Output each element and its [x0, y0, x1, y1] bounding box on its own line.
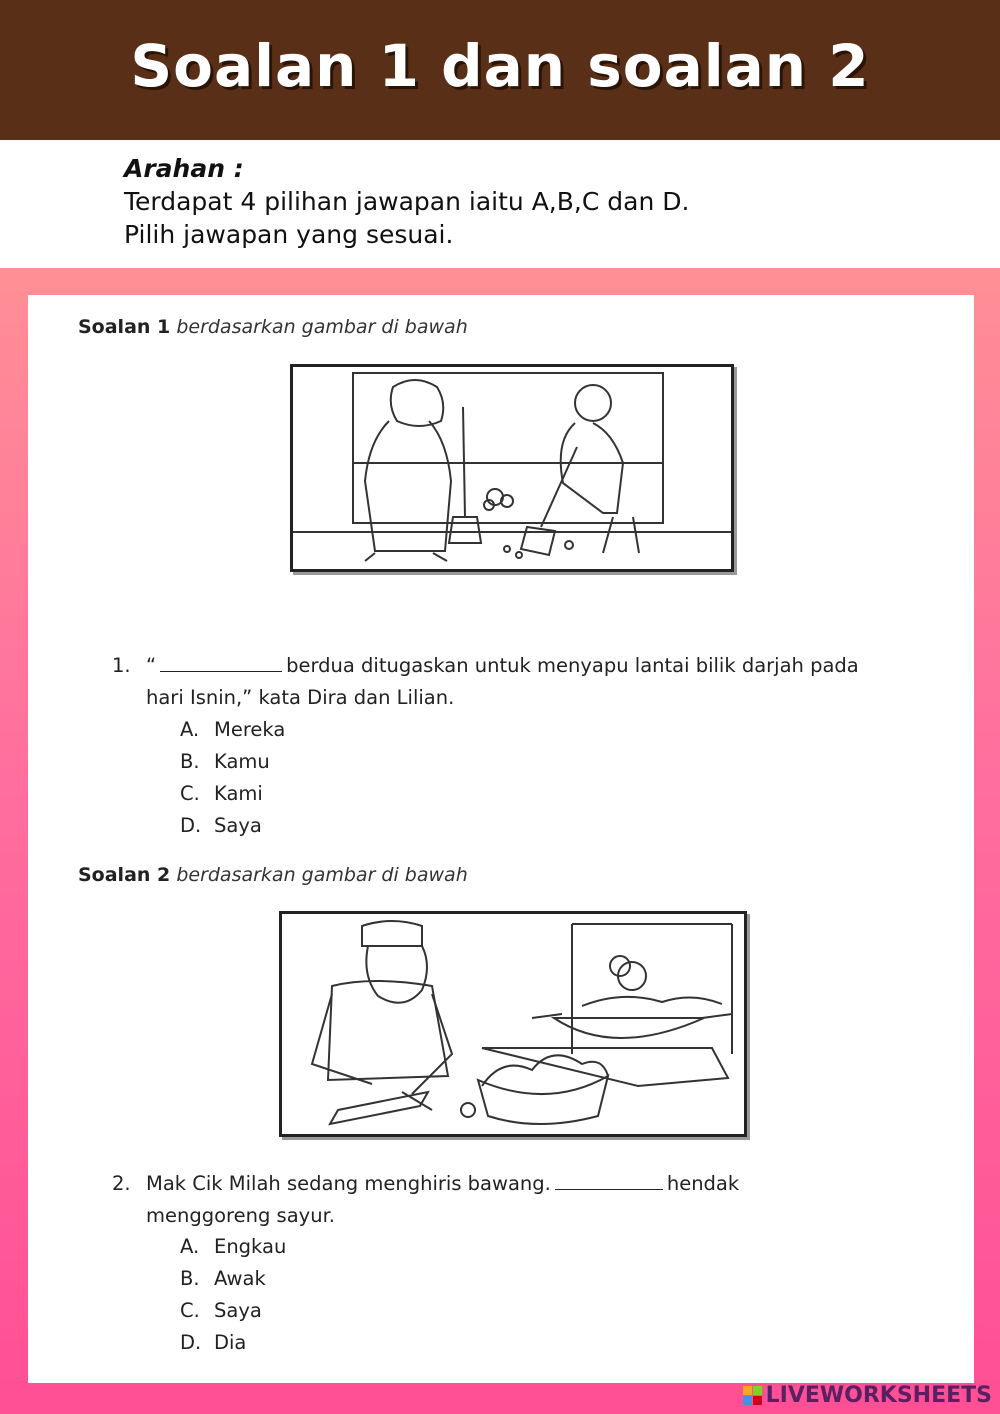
option-letter: B.: [180, 750, 200, 773]
question-2-option-b[interactable]: [180, 1267, 266, 1290]
instructions-label: Arahan :: [124, 154, 244, 183]
question-2: [112, 1168, 942, 1200]
question-1-option-a[interactable]: [180, 718, 285, 741]
option-text: Kamu: [214, 750, 270, 773]
option-text: Engkau: [214, 1235, 287, 1258]
question-2-text-before: Mak Cik Milah sedang menghiris bawang.: [146, 1172, 551, 1195]
section-2-title: [78, 864, 468, 886]
page-title: Soalan 1 dan soalan 2: [130, 32, 870, 100]
cooking-illustration: [279, 911, 747, 1137]
header-banner: [0, 0, 1000, 140]
question-1-option-b[interactable]: [180, 750, 270, 773]
option-letter: C.: [180, 1299, 200, 1322]
option-text: Mereka: [214, 718, 286, 741]
option-letter: A.: [180, 718, 200, 741]
question-1-option-d[interactable]: [180, 814, 262, 837]
option-text: Saya: [214, 1299, 262, 1322]
sweeping-drawing: [293, 367, 731, 569]
option-text: Saya: [214, 814, 262, 837]
option-letter: D.: [180, 814, 202, 837]
instructions-line-2: Pilih jawapan yang sesuai.: [124, 220, 454, 249]
liveworksheets-logo[interactable]: [743, 1383, 992, 1408]
question-1-quote: “: [146, 654, 157, 677]
sweeping-illustration: [290, 364, 734, 572]
option-text: Awak: [214, 1267, 266, 1290]
question-1-option-c[interactable]: [180, 782, 263, 805]
option-letter: B.: [180, 1267, 200, 1290]
section-2-caption: berdasarkan gambar di bawah: [176, 864, 468, 886]
question-1-text: berdua ditugaskan untuk menyapu lantai bilik darjah pada: [286, 654, 859, 677]
section-1-title: [78, 316, 468, 338]
question-2-line-2: menggoreng sayur.: [146, 1204, 335, 1227]
instructions: [124, 152, 944, 251]
section-1-caption: berdasarkan gambar di bawah: [176, 316, 468, 338]
logo-mark-icon: [743, 1386, 762, 1405]
option-text: Dia: [214, 1331, 247, 1354]
question-2-blank: [555, 1171, 663, 1190]
section-1-label: Soalan 1: [78, 316, 171, 338]
question-2-number: 2.: [112, 1172, 131, 1195]
question-2-option-d[interactable]: [180, 1331, 246, 1354]
cooking-drawing: [282, 914, 744, 1134]
option-letter: C.: [180, 782, 200, 805]
option-letter: A.: [180, 1235, 200, 1258]
question-1-line-2: hari Isnin,” kata Dira dan Lilian.: [146, 686, 455, 709]
option-text: Kami: [214, 782, 263, 805]
brand-name: LIVEWORKSHEETS: [765, 1383, 992, 1408]
option-letter: D.: [180, 1331, 202, 1354]
question-2-option-c[interactable]: [180, 1299, 262, 1322]
question-1: [112, 650, 942, 682]
question-2-option-a[interactable]: [180, 1235, 286, 1258]
section-2-label: Soalan 2: [78, 864, 171, 886]
question-1-number: 1.: [112, 654, 131, 677]
instructions-line-1: Terdapat 4 pilihan jawapan iaitu A,B,C dan D.: [124, 187, 690, 216]
question-1-blank: [160, 653, 282, 672]
question-2-text-after: hendak: [666, 1172, 740, 1195]
